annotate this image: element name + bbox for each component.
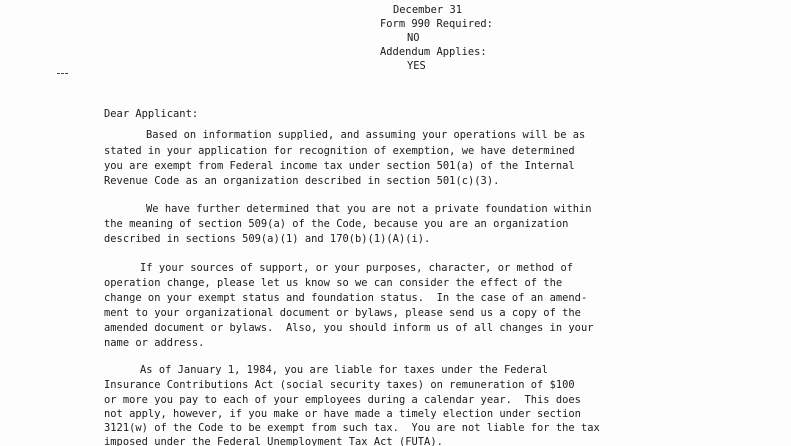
paragraph-2-line-3: described in sections 509(a)(1) and 170(b)(1)(A)(i).	[104, 233, 431, 245]
addendum-value: YES	[407, 60, 426, 72]
accounting-period-value: December 31	[393, 4, 463, 16]
paragraph-3-line-4: ment to your organizational document or bylaws, please send us a copy of the	[104, 307, 581, 319]
paragraph-1-line-4: Revenue Code as an organization described in section 501(c)(3).	[104, 175, 500, 187]
paragraph-1-line-2: stated in your application for recognition of exemption, we have determined	[104, 145, 575, 157]
form990-value: NO	[407, 32, 420, 44]
paragraph-4-line-5: 3121(w) of the Code to be exempt from such tax. You are not liable for the tax	[104, 422, 600, 434]
paragraph-4-line-3: or more you pay to each of your employees during a calendar year. This does	[104, 394, 581, 406]
paragraph-4-line-4: not apply, however, if you make or have made a timely election under section	[104, 408, 581, 420]
paragraph-4-line-6: imposed under the Federal Unemployment Tax Act (FUTA).	[104, 436, 443, 446]
paragraph-2-line-2: the meaning of section 509(a) of the Code, because you are an organization	[104, 218, 569, 230]
scan-artifact-mark	[57, 73, 68, 74]
paragraph-3-line-2: operation change, please let us know so we can consider the effect of the	[104, 277, 563, 289]
form990-label: Form 990 Required:	[380, 18, 493, 30]
paragraph-4-line-1: As of January 1, 1984, you are liable for taxes under the Federal	[140, 364, 548, 376]
salutation: Dear Applicant:	[104, 108, 199, 120]
paragraph-3-line-5: amended document or bylaws. Also, you should inform us of all changes in your	[104, 322, 594, 334]
cropped-header-line	[380, 0, 530, 2]
paragraph-1-line-1: Based on information supplied, and assuming your operations will be as	[146, 129, 586, 141]
addendum-label: Addendum Applies:	[380, 46, 487, 58]
paragraph-2-line-1: We have further determined that you are not a private foundation within	[146, 203, 592, 215]
paragraph-3-line-1: If your sources of support, or your purposes, character, or method of	[140, 262, 574, 274]
paragraph-4-line-2: Insurance Contributions Act (social security taxes) on remuneration of $100	[104, 379, 575, 391]
paragraph-3-line-3: change on your exempt status and foundation status. In the case of an amend-	[104, 292, 588, 304]
paragraph-1-line-3: you are exempt from Federal income tax under section 501(a) of the Internal	[104, 160, 575, 172]
paragraph-3-line-6: name or address.	[104, 337, 205, 349]
